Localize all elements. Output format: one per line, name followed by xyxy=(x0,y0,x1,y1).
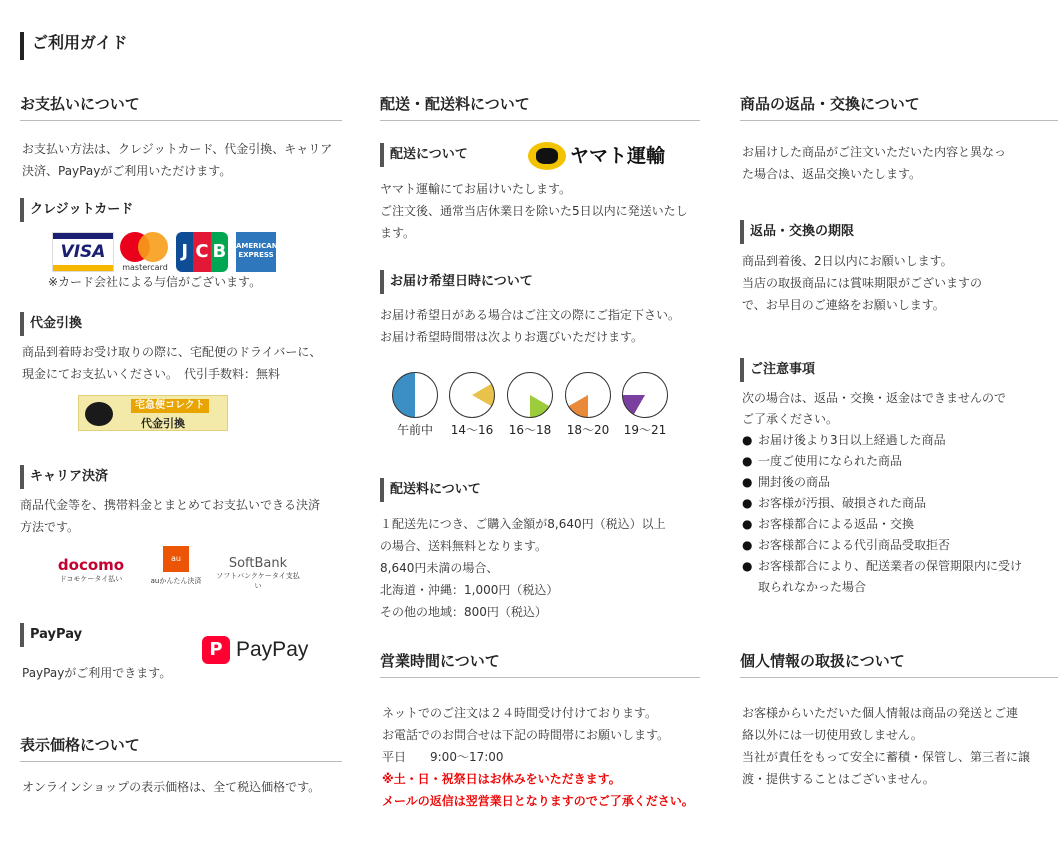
payment-line: お支払い方法は、クレジットカード、代金引換、キャリア xyxy=(22,142,333,156)
time-slot-label: 14〜16 xyxy=(450,423,494,437)
returns-line: お届けした商品がご注文いただいた内容と異なっ xyxy=(742,145,1007,159)
period-line: 当店の取扱商品には賞味期限がございますの xyxy=(742,276,983,290)
page-title: ご利用ガイド xyxy=(20,32,128,60)
email-reply-notice: メールの返信は翌営業日となりますのでご了承ください。 xyxy=(382,794,694,808)
credit-note: ※カード会社による与信がございます。 xyxy=(48,275,262,289)
payment-description xyxy=(22,138,344,182)
mastercard-logo: mastercard xyxy=(118,230,172,274)
caution-item: ● お届け後より3日以上経過した商品 xyxy=(742,430,1058,451)
caution-item: ● お客様都合により、配送業者の保管期限内に受け取られなかった場合 xyxy=(742,556,1032,598)
price-description: オンラインショップの表示価格は、全て税込価格です。 xyxy=(22,780,321,794)
period-title: 返品・交換の期限 xyxy=(740,220,854,244)
shipping-section-title: 配送・配送料について xyxy=(380,94,700,121)
payment-line: 決済、PayPayがご利用いただけます。 xyxy=(22,164,232,178)
desired-line: お届け希望時間帯は次よりお選びいただけます。 xyxy=(380,330,644,344)
time-slot-label: 午前中 xyxy=(396,423,433,437)
desired-title: お届け希望日時について xyxy=(380,270,533,294)
returns-description xyxy=(742,141,1058,185)
period-description xyxy=(742,250,1058,316)
caution-title: ご注意事項 xyxy=(740,358,815,382)
delivery-line: ます。 xyxy=(380,226,416,240)
time-slot-label: 19〜21 xyxy=(623,423,667,437)
price-section-title: 表示価格について xyxy=(20,735,342,762)
delivery-description xyxy=(380,178,710,244)
carrier-line: 方法です。 xyxy=(20,520,80,534)
yamato-logo: ヤマト運輸 xyxy=(528,142,680,170)
period-line: 商品到着後、2日以内にお願いします。 xyxy=(742,254,953,268)
hours-description xyxy=(382,702,712,812)
time-slot-label: 18〜20 xyxy=(566,423,610,437)
privacy-line: 絡以外には一切使用致しません。 xyxy=(742,728,923,742)
carrier-description xyxy=(20,494,350,538)
fee-line: その他の地域：800円（税込） xyxy=(380,605,547,619)
softbank-logo: SoftBank ソフトバンクケータイ支払い xyxy=(216,556,300,590)
cat-icon xyxy=(85,402,113,426)
collect-logo: 宅急便コレクト 代金引換 xyxy=(78,395,228,431)
hours-line: お電話でのお問合せは下記の時間帯にお願いします。 xyxy=(382,728,670,742)
carrier-title: キャリア決済 xyxy=(20,465,108,489)
hours-line: 平日 9:00〜17:00 xyxy=(382,750,504,764)
carrier-line: 商品代金等を、携帯料金とまとめてお支払いできる決済 xyxy=(20,498,321,512)
caution-line: 次の場合は、返品・交換・返金はできませんので xyxy=(742,391,1007,405)
amex-logo: AMERICAN EXPRESS xyxy=(236,232,276,272)
credit-card-title: クレジットカード xyxy=(20,198,133,222)
period-line: で、お早目のご連絡をお願いします。 xyxy=(742,298,945,312)
time-slot-19-21-icon xyxy=(622,372,668,418)
docomo-logo: docomo ドコモケータイ払い xyxy=(57,556,125,583)
caution-item: ● 一度ご使用になられた商品 xyxy=(742,451,1058,472)
caution-line: ご了承ください。 xyxy=(742,412,839,426)
cod-line: 商品到着時お受け取りの際に、宅配便のドライバーに、 xyxy=(22,345,322,359)
time-slot-label: 16〜18 xyxy=(508,423,552,437)
caution-description xyxy=(742,388,1058,598)
hours-section-title: 営業時間について xyxy=(380,651,700,678)
desired-line: お届け希望日がある場合はご注文の際にご指定下さい。 xyxy=(380,308,681,322)
caution-item: ● お客様都合による返品・交換 xyxy=(742,514,1058,535)
fee-line: 北海道・沖縄：1,000円（税込） xyxy=(380,583,559,597)
visa-logo: VISA xyxy=(52,232,114,272)
caution-item: ● お客様が汚損、破損された商品 xyxy=(742,493,1058,514)
au-logo: au auかんたん決済 xyxy=(146,546,206,586)
returns-section-title: 商品の返品・交換について xyxy=(740,94,1058,121)
cod-title: 代金引換 xyxy=(20,312,82,336)
time-slot-14-16-icon xyxy=(449,372,495,418)
caution-list xyxy=(742,430,1058,598)
caution-item: ● お客様都合による代引商品受取拒否 xyxy=(742,535,1058,556)
time-slot-18-20-icon xyxy=(565,372,611,418)
delivery-title: 配送について xyxy=(380,143,468,167)
delivery-line: ご注文後、通常当店休業日を除いた5日以内に発送いたし xyxy=(380,204,688,218)
privacy-line: お客様からいただいた個人情報は商品の発送とご連 xyxy=(742,706,1019,720)
holiday-notice: ※土・日・祝祭日はお休みをいただきます。 xyxy=(382,772,621,786)
paypay-description: PayPayがご利用できます。 xyxy=(22,666,172,680)
cod-line: 現金にてお支払いください。 代引手数料：無料 xyxy=(22,367,281,381)
paypay-logo: P PayPay xyxy=(202,636,316,666)
time-slot-morning-icon xyxy=(392,372,438,418)
jcb-logo: J C B xyxy=(176,232,228,272)
paypay-title: PayPay xyxy=(20,623,82,647)
delivery-line: ヤマト運輸にてお届けいたします。 xyxy=(380,182,572,196)
fee-line: 8,640円未満の場合、 xyxy=(380,561,499,575)
privacy-section-title: 個人情報の取扱について xyxy=(740,651,1058,678)
fee-line: の場合、送料無料となります。 xyxy=(380,539,548,553)
returns-line: た場合は、返品交換いたします。 xyxy=(742,167,922,181)
fee-description xyxy=(380,513,710,623)
fee-line: １配送先につき、ご購入金額が8,640円（税込）以上 xyxy=(380,517,666,531)
fee-title: 配送料について xyxy=(380,478,481,502)
privacy-line: 渡・提供することはございません。 xyxy=(742,772,935,786)
caution-item: ● 開封後の商品 xyxy=(742,472,1058,493)
privacy-description xyxy=(742,702,1058,790)
desired-description xyxy=(380,304,710,348)
payment-section-title: お支払いについて xyxy=(20,94,342,121)
privacy-line: 当社が責任をもって安全に蓄積・保管し、第三者に譲 xyxy=(742,750,1031,764)
hours-line: ネットでのご注文は２４時間受け付けております。 xyxy=(382,706,658,720)
time-slot-16-18-icon xyxy=(507,372,553,418)
cod-description xyxy=(22,341,352,385)
